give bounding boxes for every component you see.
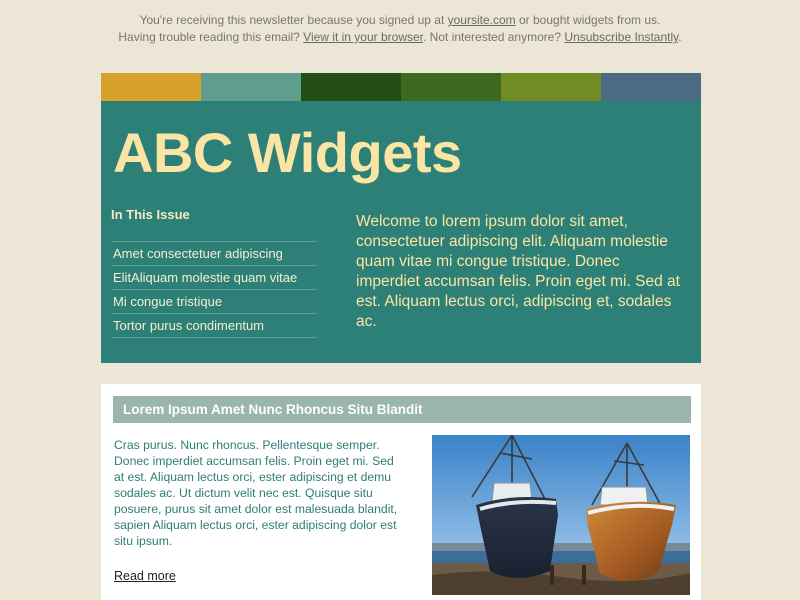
color-stripe-4: [401, 73, 501, 101]
color-stripe-3: [301, 73, 401, 101]
color-stripe-2: [201, 73, 301, 101]
issue-item[interactable]: Amet consectetuer adipiscing: [112, 242, 317, 266]
color-stripe-1: [101, 73, 201, 101]
read-more-link[interactable]: Read more: [114, 569, 176, 583]
color-stripe-5: [501, 73, 601, 101]
in-this-issue-heading: In This Issue: [111, 207, 190, 222]
unsubscribe-link[interactable]: Unsubscribe Instantly: [564, 30, 679, 44]
issue-item[interactable]: Mi congue tristique: [112, 290, 317, 314]
brand-title: ABC Widgets: [113, 121, 462, 184]
article-body: Cras purus. Nunc rhoncus. Pellentesque semper. Donec imperdiet accumsan felis. Proin eget mi. Sed at est. Aliquam lectus orci, ester adipiscing et demu sodales ac. Ut dictum velit nec est. Quisque situ posuere, purus sit amet dolor est malesuada blandit, sapien Aliquam lectus orci, ester adipiscing dolor est situ ipsum.: [114, 438, 398, 548]
preheader-line-1: You're receiving this newsletter because you signed up at yoursite.com or bought widgets from us.: [139, 13, 661, 27]
color-stripe-bar: [101, 73, 701, 101]
article-title: Lorem Ipsum Amet Nunc Rhoncus Situ Blandit: [113, 396, 691, 423]
issue-item[interactable]: ElitAliquam molestie quam vitae: [112, 266, 317, 290]
view-in-browser-link[interactable]: View it in your browser: [303, 30, 424, 44]
newsletter-header: [101, 101, 701, 363]
issue-item[interactable]: Tortor purus condimentum: [112, 314, 317, 338]
boats-photo-icon: [432, 435, 690, 595]
preheader: [0, 12, 800, 46]
color-stripe-6: [601, 73, 701, 101]
yoursite-link[interactable]: yoursite.com: [447, 13, 516, 27]
welcome-text: Welcome to lorem ipsum dolor sit amet, consectetuer adipiscing elit. Aliquam molestie quam vitae mi congue tristique. Donec imperdiet accumsan felis. Proin eget mi. Sed at est. Aliquam lectus orci, adipiscing et, sodales ac.: [356, 213, 680, 330]
preheader-line-2: Having trouble reading this email? View it in your browser. Not interested anymore? Unsubscribe Instantly.: [118, 30, 682, 44]
article-card: [101, 384, 701, 600]
issue-list: [112, 241, 317, 338]
